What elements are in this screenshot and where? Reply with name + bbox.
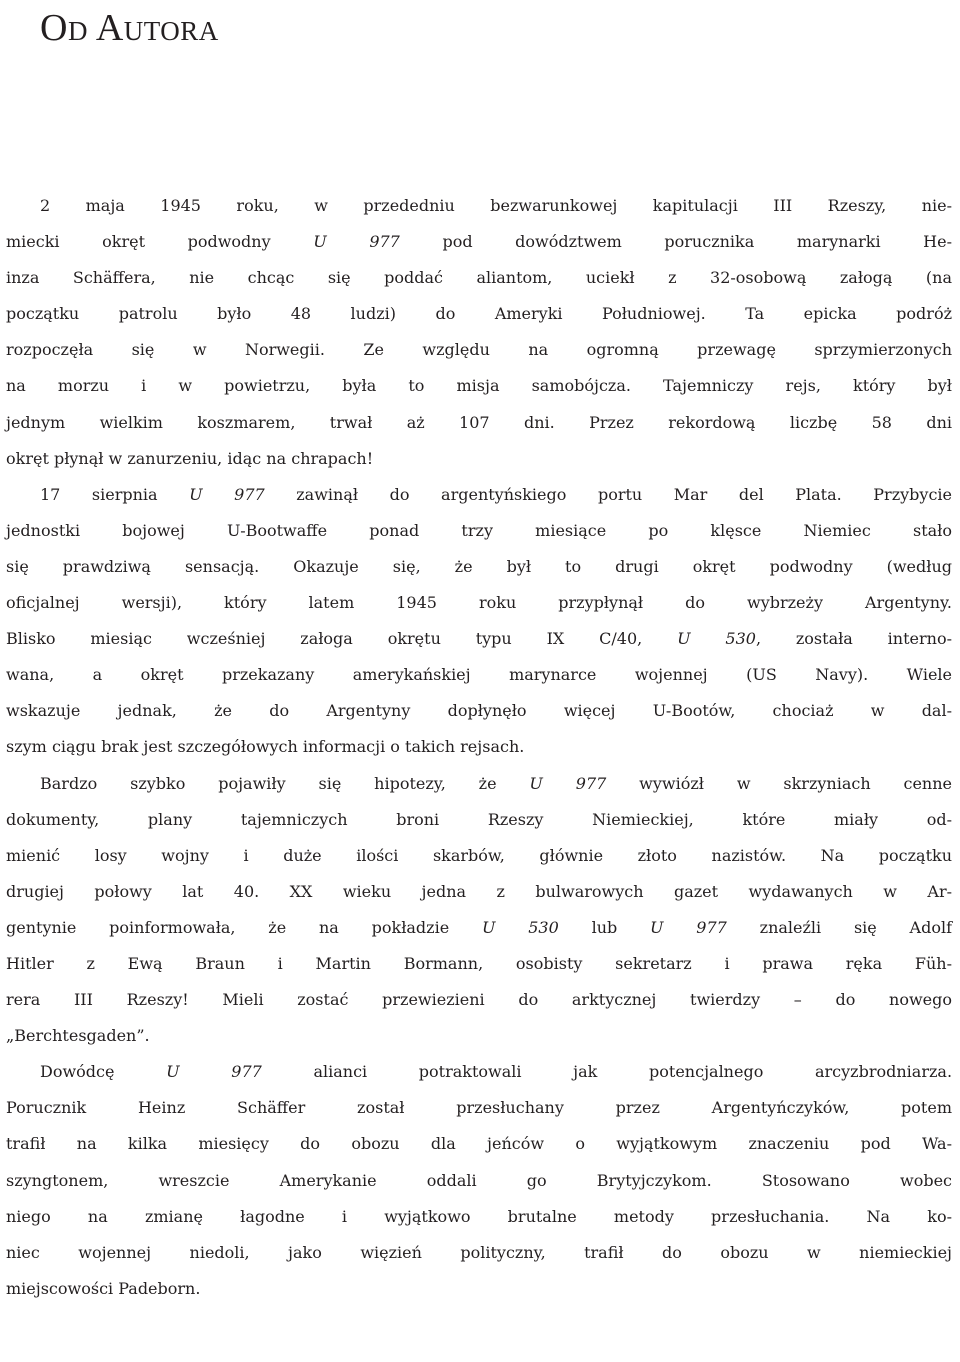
text-line: drugiej połowy lat 40. XX wieku jedna z bulwarowych gazet wydawanych w Ar- bbox=[6, 881, 952, 901]
ship-name: U 977 bbox=[650, 917, 727, 937]
text-line: jednostki bojowej U-Bootwaffe ponad trzy miesiące po klęsce Niemiec stało bbox=[6, 520, 952, 540]
text-line: Hitler z Ewą Braun i Martin Bormann, osobisty sekretarz i prawa ręka Füh- bbox=[6, 953, 952, 973]
text-line: szyngtonem, wreszcie Amerykanie oddali go Brytyjczykom. Stosowano wobec bbox=[6, 1170, 952, 1190]
text-line: się prawdziwą sensacją. Okazuje się, że był to drugi okręt podwodny (według bbox=[6, 556, 952, 576]
text-line: jednym wielkim koszmarem, trwał aż 107 dni. Przez rekordową liczbę 58 dni bbox=[6, 412, 952, 432]
text-line: okręt płynął w zanurzeniu, idąc na chrapach! bbox=[6, 448, 374, 468]
text-line: Blisko miesiąc wcześniej załoga okrętu typu IX C/40, U 530, została interno- bbox=[6, 629, 952, 649]
body-text bbox=[6, 196, 952, 1315]
text-line: na morzu i w powietrzu, była to misja samobójcza. Tajemniczy rejs, który był bbox=[6, 376, 952, 396]
text-line: dokumenty, plany tajemniczych broni Rzeszy Niemieckiej, które miały od- bbox=[6, 809, 952, 829]
text-line: oficjalnej wersji), który latem 1945 roku przypłynął do wybrzeży Argentyny. bbox=[6, 593, 952, 613]
text-line: „Berchtesgaden”. bbox=[6, 1026, 150, 1046]
text-line: Porucznik Heinz Schäffer został przesłuchany przez Argentyńczyków, potem bbox=[6, 1098, 952, 1118]
text-line: niec wojennej niedoli, jako więzień polityczny, trafił do obozu w niemieckiej bbox=[6, 1242, 952, 1262]
ship-name: U 977 bbox=[189, 484, 265, 504]
text-line: rozpoczęła się w Norwegii. Ze względu na ogromną przewagę sprzymierzonych bbox=[6, 340, 952, 360]
text-line: niego na zmianę łagodne i wyjątkowo brutalne metody przesłuchania. Na ko- bbox=[6, 1206, 952, 1226]
text-line: wana, a okręt przekazany amerykańskiej marynarce wojennej (US Navy). Wiele bbox=[6, 665, 952, 685]
text-line: miejscowości Padeborn. bbox=[6, 1278, 201, 1298]
ship-name: U 977 bbox=[166, 1062, 262, 1082]
text-line: inza Schäffera, nie chcąc się poddać aliantom, uciekł z 32-osobową załogą (na bbox=[6, 268, 952, 288]
text-line: wskazuje jednak, że do Argentyny dopłynęło więcej U-Bootów, chociaż w dal- bbox=[6, 701, 952, 721]
text-line: szym ciągu brak jest szczegółowych informacji o takich rejsach. bbox=[6, 737, 525, 757]
text-line: trafił na kilka miesięcy do obozu dla jeńców o wyjątkowym znaczeniu pod Wa- bbox=[6, 1134, 952, 1154]
text-line: Bardzo szybko pojawiły się hipotezy, że U 977 wywiózł w skrzyniach cenne bbox=[40, 773, 953, 793]
text-line: miecki okręt podwodny U 977 pod dowództwem porucznika marynarki He- bbox=[6, 232, 953, 252]
page-title: Od Autora bbox=[40, 7, 219, 49]
text-line: gentynie poinformowała, że na pokładzie U 530 lub U 977 znaleźli się Adolf bbox=[6, 917, 952, 937]
text-line: początku patrolu było 48 ludzi) do Ameryki Południowej. Ta epicka podróż bbox=[6, 304, 952, 324]
ship-name: U 977 bbox=[313, 232, 400, 252]
text-line: 2 maja 1945 roku, w przededniu bezwarunkowej kapitulacji III Rzeszy, nie- bbox=[40, 196, 952, 215]
text-line: Dowódcę U 977 alianci potraktowali jak potencjalnego arcyzbrodniarza. bbox=[40, 1062, 953, 1082]
ship-name: U 977 bbox=[529, 773, 607, 793]
text-line: rera III Rzeszy! Mieli zostać przewiezieni do arktycznej twierdzy – do nowego bbox=[6, 990, 952, 1010]
text-line: 17 sierpnia U 977 zawinął do argentyńskiego portu Mar del Plata. Przybycie bbox=[40, 484, 953, 504]
ship-name: U 530 bbox=[481, 917, 559, 937]
text-line: mienić losy wojny i duże ilości skarbów, głównie złoto nazistów. Na początku bbox=[6, 845, 952, 865]
ship-name: U 530 bbox=[677, 629, 756, 649]
